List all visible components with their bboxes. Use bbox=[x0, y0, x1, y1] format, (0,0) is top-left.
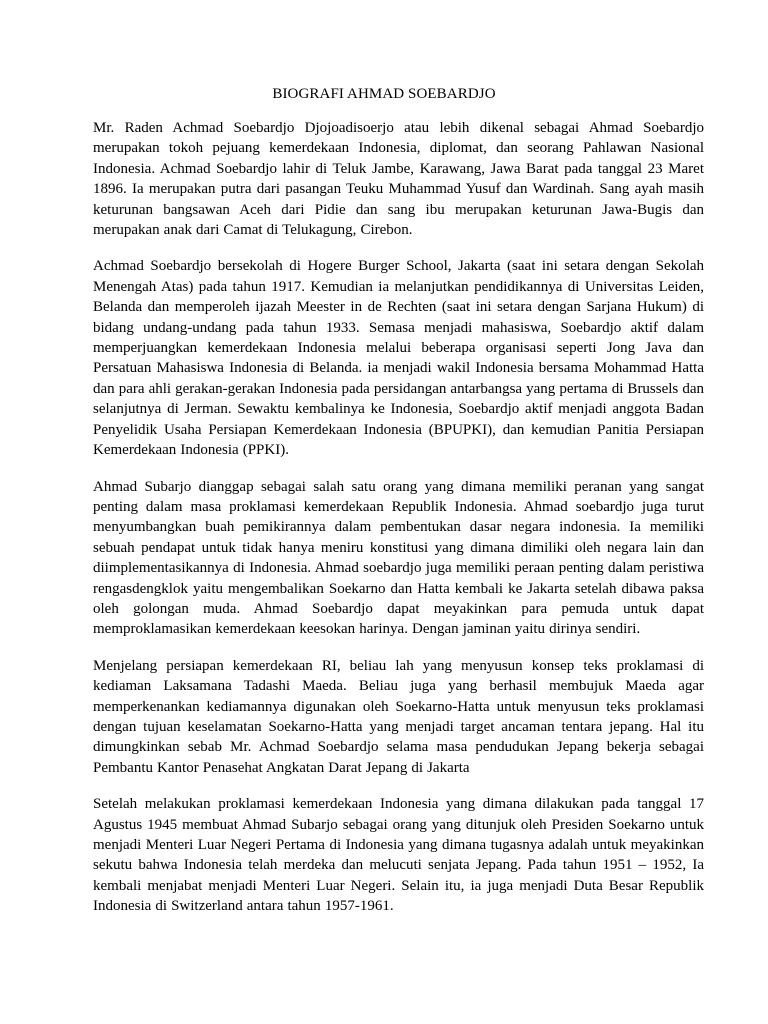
paragraph-foreign-minister: Setelah melakukan proklamasi kemerdekaan Indonesia yang dimana dilakukan pada tanggal 17 Agustus 1945 membuat Ahmad Subarjo sebagai orang yang ditunjuk oleh Presiden Soekarno untuk menjadi Menteri Luar Negeri Pertama di Indonesia yang dimana tugasnya adalah untuk meyakinkan sekutu bahwa Indonesia telah merdeka dan melucuti senjata Jepang. Pada tahun 1951 – 1952, Ia kembali menjabat menjadi Menteri Luar Negeri. Selain itu, ia juga menjadi Duta Besar Republik Indonesia di Switzerland antara tahun 1957-1961. bbox=[93, 796, 704, 915]
paragraph-proclamation-text: Menjelang persiapan kemerdekaan RI, beliau lah yang menyusun konsep teks proklamasi di kediaman Laksamana Tadashi Maeda. Beliau juga yang berhasil membujuk Maeda agar memperkenankan kediamannya digunakan oleh Soekarno-Hatta untuk menyusun teks proklamasi dengan tujuan keselamatan Soekarno-Hatta yang menjadi target ancaman tentara jepang. Hal itu dimungkinkan sebab Mr. Achmad Soebardjo selama masa pendudukan Jepang bekerja sebagai Pembantu Kantor Penasehat Angkatan Darat Jepang di Jakarta bbox=[93, 657, 704, 776]
paragraph-proclamation-role: Ahmad Subarjo dianggap sebagai salah satu orang yang dimana memiliki peranan yang sangat penting dalam masa proklamasi kemerdekaan Republik Indonesia. Ahmad soebardjo juga turut menyumbangkan buah pemikirannya dalam pembentukan dasar negara indonesia. Ia memiliki sebuah pendapat untuk tidak hanya meniru konstitusi yang dimana dimiliki oleh negara lain dan diimplementasikannya di Indonesia. Ahmad soebardjo juga memiliki peraan penting dalam peristiwa rengasdengklok yaitu mengembalikan Soekarno dan Hatta kembali ke Jakarta setelah dibawa paksa oleh golongan muda. Ahmad Soebardjo dapat meyakinkan para pemuda untuk dapat memproklamasikan kemerdekaan keesokan harinya. Dengan jaminan yaitu dirinya sendiri. bbox=[93, 478, 704, 638]
paragraph-intro: Mr. Raden Achmad Soebardjo Djojoadisoerjo atau lebih dikenal sebagai Ahmad Soebardjo merupakan tokoh pejuang kemerdekaan Indonesia, diplomat, dan seorang Pahlawan Nasional Indonesia. Achmad Soebardjo lahir di Teluk Jambe, Karawang, Jawa Barat pada tanggal 23 Maret 1896. Ia merupakan putra dari pasangan Teuku Muhammad Yusuf dan Wardinah. Sang ayah masih keturunan bangsawan Aceh dari Pidie dan sang ibu merupakan keturunan Jawa-Bugis dan merupakan anak dari Camat di Telukagung, Cirebon. bbox=[93, 120, 704, 239]
paragraph-education: Achmad Soebardjo bersekolah di Hogere Burger School, Jakarta (saat ini setara dengan Sekolah Menengah Atas) pada tahun 1917. Kemudian ia melanjutkan pendidikannya di Universitas Leiden, Belanda dan memperoleh ijazah Meester in de Rechten (saat ini setara dengan Sarjana Hukum) di bidang undang-undang pada tahun 1933. Semasa menjadi mahasiswa, Soebardjo aktif dalam memperjuangkan kemerdekaan Indonesia melalui beberapa organisasi seperti Jong Java dan Persatuan Mahasiswa Indonesia di Belanda. ia menjadi wakil Indonesia bersama Mohammad Hatta dan para ahli gerakan-gerakan Indonesia pada persidangan antarbangsa yang pertama di Brussels dan selanjutnya di Jerman. Sewaktu kembalinya ke Indonesia, Soebardjo aktif menjadi anggota Badan Penyelidik Usaha Persiapan Kemerdekaan Indonesia (BPUPKI), dan kemudian Panitia Persiapan Kemerdekaan Indonesia (PPKI). bbox=[93, 258, 704, 459]
document-body bbox=[93, 118, 704, 933]
document-title: BIOGRAFI AHMAD SOEBARDJO bbox=[272, 86, 496, 102]
